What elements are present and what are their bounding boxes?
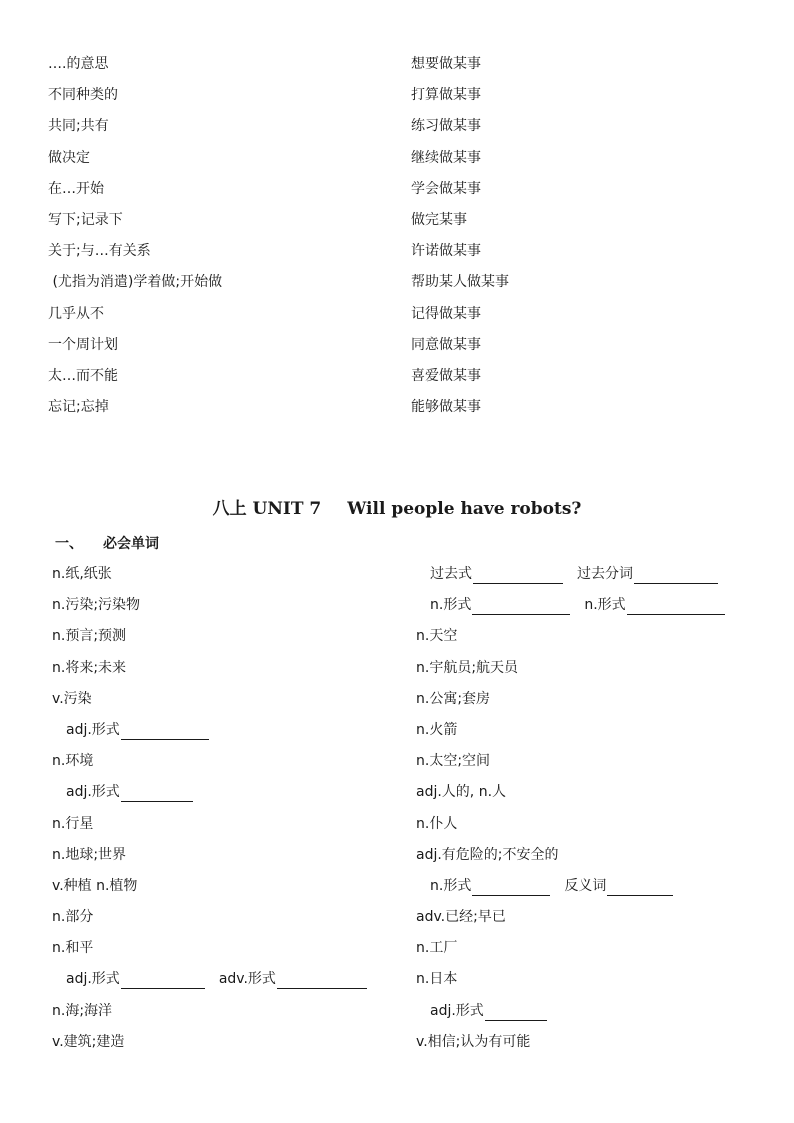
vocab-item-right [416, 751, 490, 771]
vocab-term: n.海;海洋 [52, 1002, 113, 1019]
phrase-row [48, 241, 768, 272]
answer-blank[interactable] [485, 1006, 547, 1021]
phrase-left: 共同;共有 [48, 118, 109, 135]
vocab-item-left [52, 595, 140, 615]
vocab-item-right [416, 938, 457, 958]
vocab-row [52, 814, 752, 845]
answer-blank[interactable] [121, 787, 193, 802]
vocab-item-right [416, 814, 457, 834]
vocab-term: n.地球;世界 [52, 846, 127, 863]
phrase-row [48, 116, 768, 147]
vocab-row [52, 720, 752, 751]
vocab-term: v.建筑;建造 [52, 1033, 125, 1050]
phrase-left: 在…开始 [48, 180, 104, 197]
vocab-term: n.污染;污染物 [52, 597, 141, 614]
phrase-right: 能够做某事 [411, 399, 481, 416]
vocab-item-right [430, 876, 673, 896]
vocab-row [52, 938, 752, 969]
phrase-row [48, 335, 768, 366]
vocab-term: n.仆人 [416, 815, 458, 832]
vocab-item-right [430, 595, 725, 615]
section-number: 一、 [55, 536, 83, 552]
answer-blank[interactable] [473, 569, 563, 584]
phrase-left: 忘记;忘掉 [48, 399, 109, 416]
vocab-term: n.火箭 [416, 721, 458, 738]
section-heading [55, 533, 159, 553]
phrase-row [48, 54, 768, 85]
vocab-row [52, 845, 752, 876]
phrase-right: 喜爱做某事 [411, 367, 481, 384]
vocab-term: adj.形式 [66, 721, 120, 738]
answer-blank[interactable] [472, 600, 570, 615]
phrase-right: 记得做某事 [411, 305, 481, 322]
phrase-row [48, 272, 768, 303]
phrase-list [48, 54, 768, 428]
vocab-row [52, 782, 752, 813]
vocab-term: n.工厂 [416, 940, 458, 957]
answer-blank[interactable] [472, 881, 550, 896]
vocab-item-right [430, 1001, 547, 1021]
vocab-term: n.和平 [52, 940, 94, 957]
phrase-left: 不同种类的 [48, 87, 118, 104]
vocab-row [52, 658, 752, 689]
phrase-row [48, 210, 768, 241]
vocab-term: 过去分词 [577, 566, 633, 582]
answer-blank[interactable] [607, 881, 673, 896]
vocab-item-left [66, 782, 193, 802]
vocab-row [52, 626, 752, 657]
vocab-term: adv.形式 [218, 971, 276, 988]
answer-blank[interactable] [627, 600, 725, 615]
vocab-item-right [430, 564, 718, 584]
vocab-row [52, 876, 752, 907]
phrase-right: 同意做某事 [411, 336, 481, 353]
phrase-left: 一个周计划 [48, 336, 118, 353]
vocab-term: n.太空;空间 [416, 753, 491, 770]
vocab-item-right [416, 689, 490, 709]
vocab-item-right [416, 720, 457, 740]
answer-blank[interactable] [634, 569, 718, 584]
phrase-row [48, 179, 768, 210]
phrase-right: 做完某事 [411, 211, 467, 228]
vocab-term: v.相信;认为有可能 [416, 1033, 531, 1050]
vocab-term: n.形式 [584, 597, 626, 614]
vocab-term: n.宇航员;航天员 [416, 659, 519, 676]
phrase-left: 几乎从不 [48, 305, 104, 322]
phrase-right: 打算做某事 [411, 87, 481, 104]
vocab-item-left [52, 564, 112, 584]
phrase-right: 想要做某事 [411, 56, 481, 72]
phrase-right: 继续做某事 [411, 149, 481, 166]
vocab-term: n.环境 [52, 753, 94, 770]
vocab-list [52, 564, 752, 1063]
unit-title-en: Will people have robots? [347, 499, 582, 519]
phrase-row [48, 148, 768, 179]
phrase-row [48, 397, 768, 428]
vocab-item-left [52, 626, 126, 646]
vocab-row [52, 595, 752, 626]
vocab-row [52, 564, 752, 595]
vocab-row [52, 907, 752, 938]
vocab-item-right [416, 1032, 530, 1052]
vocab-term: n.预言;预测 [52, 628, 127, 645]
vocab-term: adj.形式 [66, 784, 120, 801]
vocab-item-left [52, 1001, 112, 1021]
vocab-row [52, 1001, 752, 1032]
vocab-row [52, 969, 752, 1000]
answer-blank[interactable] [277, 974, 367, 989]
vocab-term: n.天空 [416, 628, 458, 645]
phrase-left: ….的意思 [48, 56, 109, 72]
vocab-term: n.纸,纸张 [52, 566, 112, 582]
vocab-term: adj.人的, n.人 [416, 784, 507, 801]
phrase-left: 太…而不能 [48, 367, 118, 384]
phrase-right: 帮助某人做某事 [411, 274, 509, 291]
vocab-term: adj.形式 [66, 971, 120, 988]
answer-blank[interactable] [121, 725, 209, 740]
phrase-row [48, 366, 768, 397]
vocab-row [52, 751, 752, 782]
vocab-item-left [52, 907, 93, 927]
vocab-item-left [52, 689, 92, 709]
vocab-item-right [416, 907, 506, 927]
vocab-term: 过去式 [430, 566, 472, 582]
vocab-item-left [52, 1032, 124, 1052]
vocab-row [52, 1032, 752, 1063]
phrase-left: 关于;与…有关系 [48, 243, 151, 260]
vocab-term: n.将来;未来 [52, 659, 127, 676]
section-title: 必会单词 [103, 536, 159, 552]
vocab-term: n.行星 [52, 815, 94, 832]
phrase-right: 练习做某事 [411, 118, 481, 135]
vocab-item-right [416, 658, 518, 678]
phrase-row [48, 304, 768, 335]
vocab-item-right [416, 845, 559, 865]
vocab-item-left [52, 814, 93, 834]
vocab-item-left [52, 938, 93, 958]
vocab-term: n.日本 [416, 971, 458, 988]
vocab-term: n.部分 [52, 909, 94, 926]
vocab-item-left [66, 720, 209, 740]
vocab-term: adj.形式 [430, 1002, 484, 1019]
vocab-item-left [52, 876, 137, 896]
vocab-term: adj.有危险的;不安全的 [416, 846, 559, 863]
vocab-term: v.种植 n.植物 [52, 877, 138, 894]
vocab-term: adv.已经;早已 [416, 909, 506, 926]
phrase-left: 写下;记录下 [48, 211, 123, 228]
vocab-term: n.形式 [430, 877, 472, 894]
phrase-left: (尤指为消遣)学着做;开始做 [48, 274, 223, 291]
vocab-item-right [416, 782, 506, 802]
phrase-right: 许诺做某事 [411, 243, 481, 260]
phrase-right: 学会做某事 [411, 180, 481, 197]
vocab-row [52, 689, 752, 720]
vocab-item-left [52, 751, 93, 771]
vocab-item-right [416, 626, 457, 646]
vocab-item-right [416, 969, 457, 989]
vocab-term: n.形式 [430, 597, 472, 614]
phrase-left: 做决定 [48, 149, 90, 166]
vocab-term: v.污染 [52, 690, 92, 707]
vocab-term: n.公寓;套房 [416, 690, 491, 707]
unit-title [0, 494, 794, 519]
vocab-item-left [66, 969, 367, 989]
answer-blank[interactable] [121, 974, 205, 989]
vocab-item-left [52, 658, 126, 678]
unit-title-cn: 八上 UNIT 7 [212, 499, 322, 519]
vocab-term: 反义词 [564, 877, 607, 894]
vocab-item-left [52, 845, 126, 865]
phrase-row [48, 85, 768, 116]
